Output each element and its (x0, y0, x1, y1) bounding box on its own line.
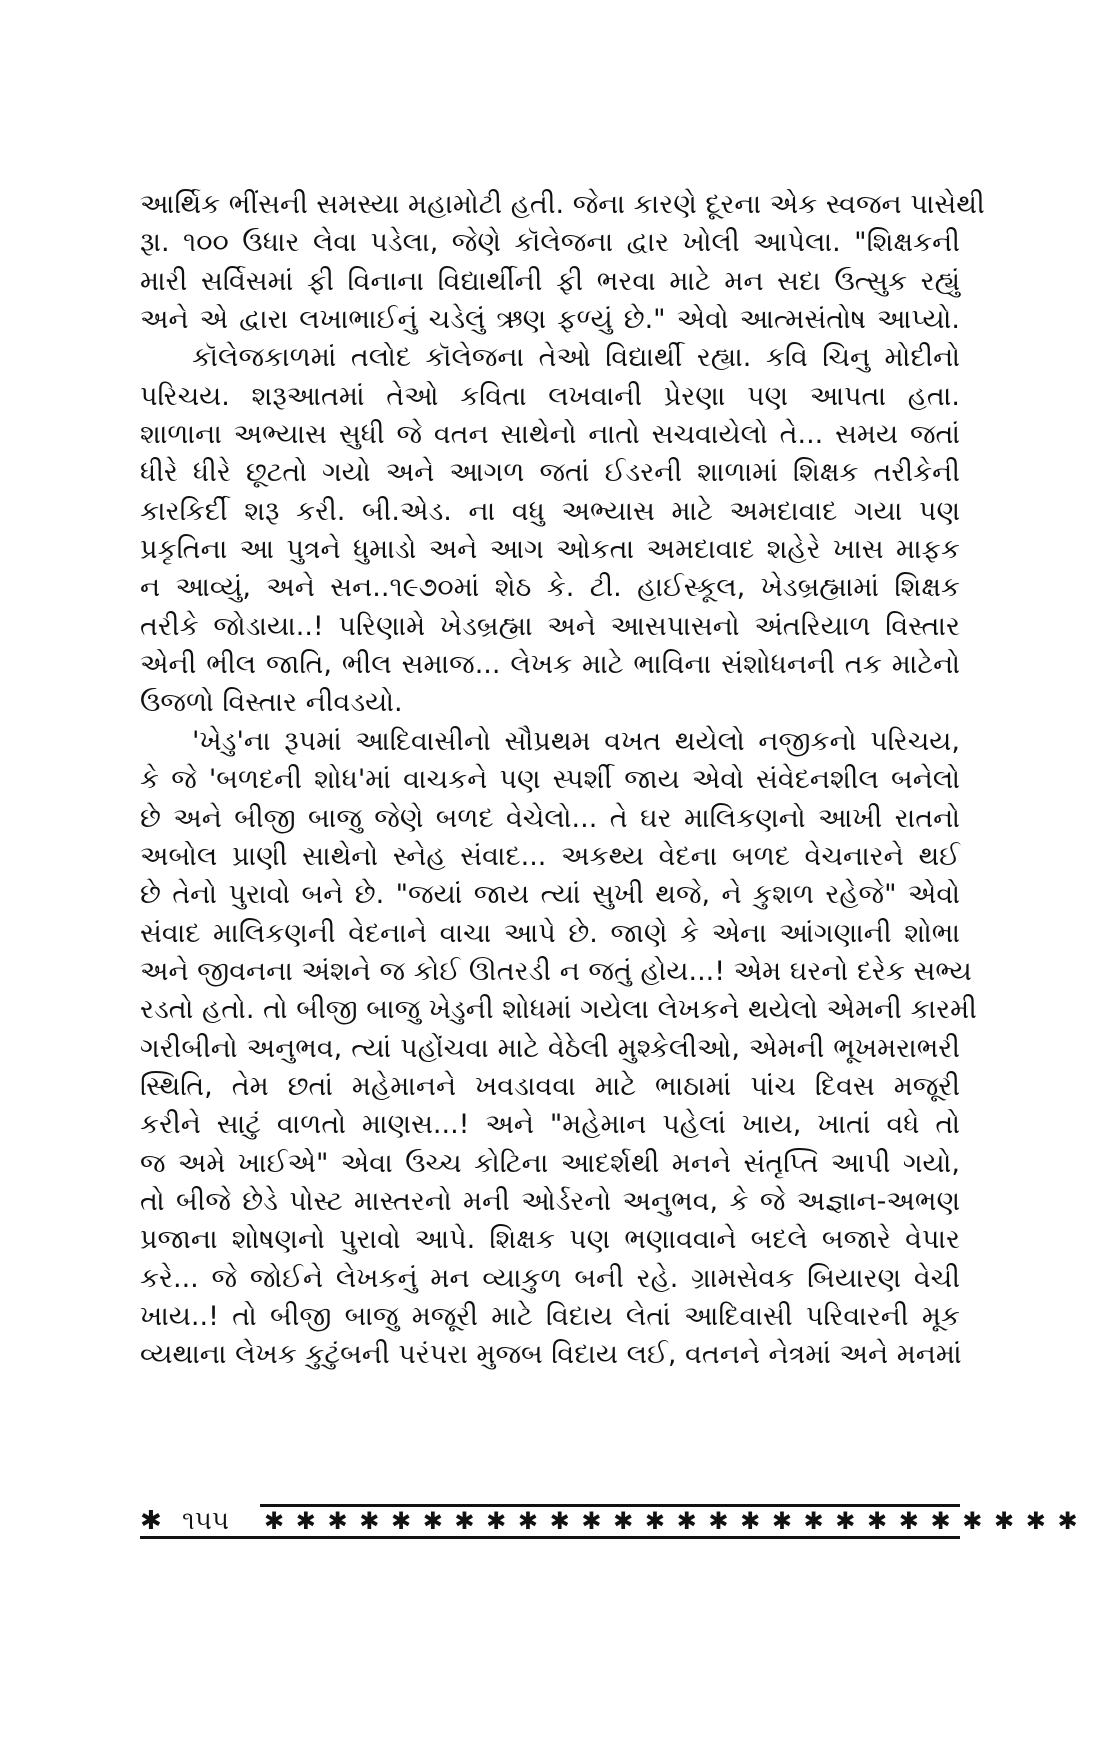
asterisk-icon: ✱ (140, 1506, 162, 1536)
text-line: કારકિર્દી શરૂ કરી. બી.એડ. ના વધુ અભ્યાસ માટે અમદાવાદ ગયા પણ (140, 495, 960, 527)
text-line: પરિચય. શરૂઆતમાં તેઓ કવિતા લખવાની પ્રેરણા પણ આપતા હતા. (140, 380, 960, 412)
text-line: પ્રકૃતિના આ પુત્રને ધુમાડો અને આગ ઓકતા અમદાવાદ શહેરે ખાસ માફક (140, 534, 960, 566)
text-line: કે જે 'બળદની શોધ'માં વાચકને પણ સ્પર્શી જાય એવો સંવેદનશીલ બનેલો (140, 764, 960, 796)
body-text (140, 186, 985, 1375)
text-line: ગરીબીનો અનુભવ, ત્યાં પહોંચવા માટે વેઠેલી મુશ્કેલીઓ, એમની ભૂખમરાભરી (140, 1032, 960, 1064)
text-line: સ્થિતિ, તેમ છતાં મહેમાનને ખવડાવવા માટે ભાઠામાં પાંચ દિવસ મજૂરી (140, 1070, 960, 1102)
text-line: શાળાના અભ્યાસ સુધી જે વતન સાથેનો નાતો સચવાયેલો તે... સમય જતાં (140, 419, 960, 451)
text-line: વ્યથાના લેખક કુટુંબની પરંપરા મુજબ વિદાય લઈ, વતનને નેત્રમાં અને મનમાં (140, 1339, 962, 1371)
text-line: જ અમે ખાઈએ" એવા ઉચ્ચ કોટિના આદર્શથી મનને સંતૃપ્તિ આપી ગયો, (140, 1147, 960, 1179)
paragraph-start-line: કૉલેજકાળમાં તલોદ કૉલેજના તેઓ વિદ્યાર્થી રહ્યા. કવિ ચિનુ મોદીનો (192, 342, 960, 374)
text-line: અને જીવનના અંશને જ કોઈ ઊતરડી ન જતું હોય...! એમ ઘરનો દરેક સભ્ય (140, 955, 972, 987)
footer-rule-bottom (140, 1536, 960, 1539)
text-line: મારી સર્વિસમાં ફી વિનાના વિદ્યાર્થીની ફી ભરવા માટે મન સદા ઉત્સુક રહ્યું (140, 265, 960, 297)
page-number: ૧૫૫ (182, 1506, 229, 1536)
text-line: આર્થિક ભીંસની સમસ્યા મહામોટી હતી. જેના કારણે દૂરના એક સ્વજન પાસેથી (140, 189, 985, 220)
paragraph-start-line: 'ખેડુ'ના રૂપમાં આદિવાસીનો સૌપ્રથમ વખત થયેલો નજીકનો પરિચય, (192, 725, 960, 757)
text-line: પ્રજાના શોષણનો પુરાવો આપે. શિક્ષક પણ ભણાવવાને બદલે બજારે વેપાર (140, 1224, 960, 1256)
text-line: ન આવ્યું, અને સન..૧૯૭૦માં શેઠ કે. ટી. હાઈસ્કૂલ, ખેડબ્રહ્મામાં શિક્ષક (140, 572, 960, 604)
text-line: રડતો હતો. તો બીજી બાજુ ખેડુની શોધમાં ગયેલા લેખકને થયેલો એમની કારમી (140, 994, 977, 1026)
paragraph-end-line: ઉજળો વિસ્તાર નીવડયો. (140, 687, 403, 719)
text-line: છે અને બીજી બાજુ જેણે બળદ વેચેલો... તે ઘર માલિકણનો આખી રાતનો (140, 802, 960, 834)
text-line: સંવાદ માલિકણની વેદનાને વાચા આપે છે. જાણે કે એના આંગણાની શોભા (140, 917, 960, 949)
text-line: અબોલ પ્રાણી સાથેનો સ્નેહ સંવાદ... અકથ્ય વેદના બળદ વેચનારને થઈ (140, 840, 960, 872)
text-line: રૂા. ૧૦૦ ઉધાર લેવા પડેલા, જેણે કૉલેજના દ્વાર ખોલી આપેલા. "શિક્ષકની (140, 227, 960, 259)
text-line: છે તેનો પુરાવો બને છે. "જયાં જાય ત્યાં સુખી થજે, ને કુશળ રહેજે" એવો (140, 879, 960, 911)
text-line: એની ભીલ જાતિ, ભીલ સમાજ... લેખક માટે ભાવિના સંશોધનની તક માટેનો (140, 649, 960, 681)
text-line: ખાય..! તો બીજી બાજુ મજૂરી માટે વિદાય લેતાં આદિવાસી પરિવારની મૂક (140, 1300, 960, 1332)
text-line: કરે... જે જોઈને લેખકનું મન વ્યાકુળ બની રહે. ગ્રામસેવક બિયારણ વેચી (140, 1262, 960, 1294)
text-line: તો બીજે છેડે પોસ્ટ માસ્તરનો મની ઓર્ડરનો અનુભવ, કે જે અજ્ઞાન-અભણ (140, 1185, 960, 1217)
text-line: કરીને સાટું વાળતો માણસ...! અને "મહેમાન પહેલાં ખાય, ખાતાં વધે તો (140, 1109, 960, 1141)
text-line: ધીરે ધીરે છૂટતો ગયો અને આગળ જતાં ઈડરની શાળામાં શિક્ષક તરીકેની (140, 457, 960, 489)
text-line: તરીકે જોડાયા..! પરિણામે ખેડબ્રહ્મા અને આસપાસનો અંતરિયાળ વિસ્તાર (140, 610, 960, 642)
page-footer (140, 1502, 1080, 1542)
text-line: અને એ દ્વારા લખાભાઈનું ચડેલું ઋણ ફળ્યું છે." એવો આત્મસંતોષ આપ્યો. (140, 304, 960, 336)
footer-asterisk-row: ✱ ✱ ✱ ✱ ✱ ✱ ✱ ✱ ✱ ✱ ✱ ✱ ✱ ✱ ✱ ✱ ✱ ✱ ✱ ✱ ✱ ✱ ✱ ✱ ✱ ✱ (264, 1507, 1080, 1535)
